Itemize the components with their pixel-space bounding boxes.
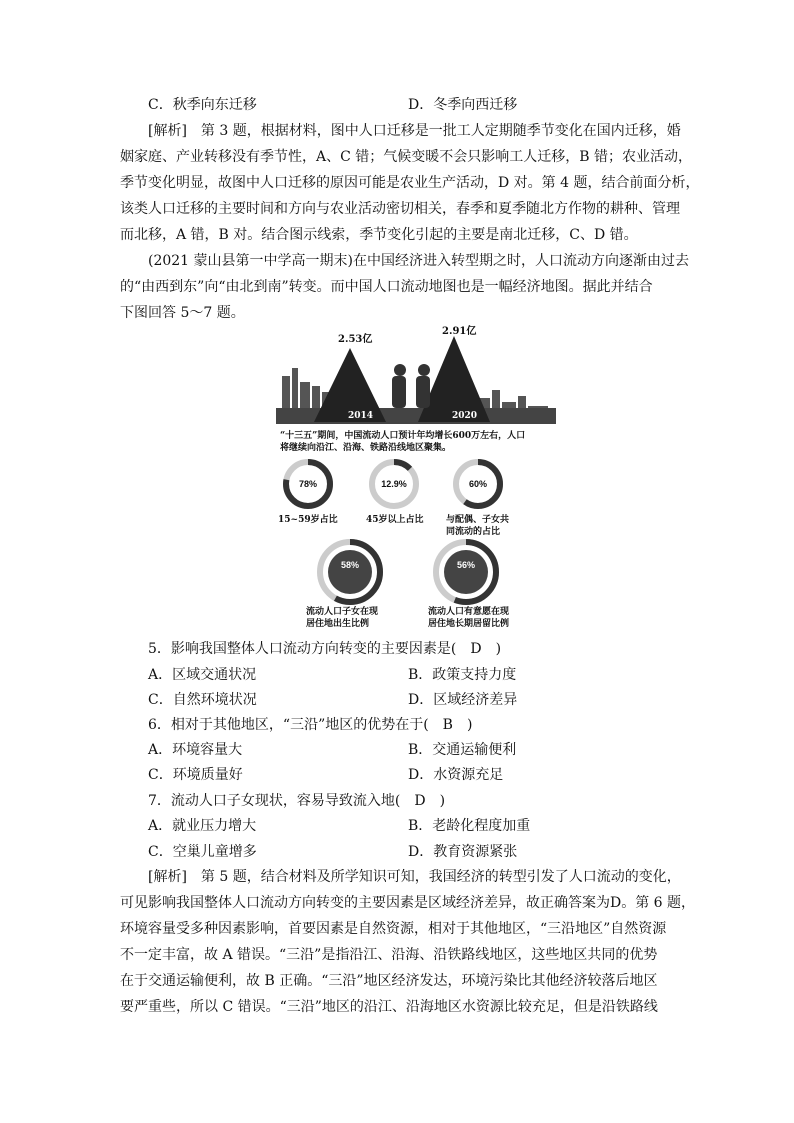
analysis1-line: 该类人口迁移的主要时间和方向与农业活动密切相关，春季和夏季随北方作物的耕种、管理 [120, 201, 680, 217]
analysis2-line: 要严重些，所以 C 错误。“三沿”地区的沿江、沿海地区水资源比较充足，但是沿铁路线 [120, 999, 658, 1015]
skyline-figure [276, 326, 556, 426]
year-2014: 2014 [348, 411, 374, 421]
ring-label: 45岁以上占比 [366, 515, 424, 525]
ring-label: 与配偶、子女共 [446, 515, 510, 525]
analysis2-line: 不一定丰富，故 A 错误。“三沿”是指沿江、沿海、沿铁路线地区，这些地区共同的优势 [120, 947, 658, 963]
ring-inner [444, 550, 488, 594]
ring-label: 居住地出生比例 [306, 619, 370, 629]
intro-line: 下图回答 5～7 题。 [120, 305, 245, 321]
ring-label: 居住地长期居留比例 [428, 619, 510, 629]
population-infographic [276, 326, 556, 636]
caption-line-2: 将继续向沿江、沿海、铁路沿线地区聚集。 [280, 443, 452, 453]
analysis1-line: 而北移，A 错，B 对。结合图示线索，季节变化引起的主要是南北迁移，C、D 错。 [120, 227, 638, 243]
analysis2-line: [解析] 第 5 题，结合材料及所学知识可知，我国经济的转型引发了人口流动的变化， [148, 869, 681, 885]
ring-chart [456, 462, 500, 506]
caption-line-1: “十三五”期间，中国流动人口预计年均增长600万左右，人口 [280, 431, 526, 441]
analysis2-line: 可见影响我国整体人口流动方向转变的主要因素是区域经济差异，故正确答案为D。第 6 题， [120, 895, 696, 911]
analysis2-line: 环境容量受多种因素影响，首要因素是自然资源，相对于其他地区，“三沿地区”自然资源 [120, 921, 667, 937]
option: C．空巢儿童增多 [148, 844, 257, 860]
option: D．水资源充足 [408, 767, 504, 783]
option-c-top: C．秋季向东迁移 [148, 97, 257, 113]
intro-line: (2021 蒙山县第一中学高一期末)在中国经济进入转型期之时，人口流动方向逐渐由过去 [148, 253, 690, 269]
question-stem: 5．影响我国整体人口流动方向转变的主要因素是( D ) [148, 641, 502, 657]
ring-value: 58% [340, 560, 360, 570]
ring-label: 15~59岁占比 [278, 515, 338, 525]
option: D．区域经济差异 [408, 692, 518, 708]
ring-value: 60% [468, 479, 488, 489]
ring-chart [286, 462, 330, 506]
ring-label: 同流动的占比 [446, 527, 501, 537]
option: B．政策支持力度 [408, 667, 517, 683]
question-stem: 6．相对于其他地区，“三沿”地区的优势在于( B ) [148, 717, 473, 733]
ring-label: 流动人口有意愿在现 [428, 607, 510, 617]
ring-chart [372, 462, 416, 506]
analysis1-line: 姻家庭、产业转移没有季节性，A、C 错；气候变暖不会只影响工人迁移，B 错；农业活动， [120, 149, 693, 165]
option: B．老龄化程度加重 [408, 818, 531, 834]
ring-value: 56% [456, 560, 476, 570]
ring-inner [328, 550, 372, 594]
question-stem: 7．流动人口子女现状，容易导致流入地( D ) [148, 793, 446, 809]
peak-label-2014: 2.53亿 [338, 334, 373, 345]
option: A．区域交通状况 [148, 667, 257, 683]
option: D．教育资源紧张 [408, 844, 518, 860]
option: C．环境质量好 [148, 767, 243, 783]
peak-label-2020: 2.91亿 [442, 326, 477, 337]
analysis1-line: [解析] 第 3 题，根据材料，图中人口迁移是一批工人定期随季节变化在国内迁移，婚 [148, 123, 681, 139]
option: B．交通运输便利 [408, 742, 517, 758]
ring-label: 流动人口子女在现 [306, 607, 379, 617]
intro-line: 的“由西到东”向“由北到南”转变。而中国人口流动地图也是一幅经济地图。据此并结合 [120, 279, 653, 295]
year-2020: 2020 [452, 411, 478, 421]
ring-chart [436, 542, 496, 602]
option: C．自然环境状况 [148, 692, 257, 708]
ring-value: 12.9% [381, 479, 407, 489]
option-d-top: D．冬季向西迁移 [408, 97, 518, 113]
ring-value: 78% [298, 479, 318, 489]
analysis2-line: 在于交通运输便利，故 B 正确。“三沿”地区经济发达，环境污染比其他经济较落后地区 [120, 973, 658, 989]
option: A．环境容量大 [148, 742, 243, 758]
ring-chart [320, 542, 380, 602]
analysis1-line: 季节变化明显，故图中人口迁移的原因可能是农业生产活动，D 对。第 4 题，结合前面分析， [120, 175, 700, 191]
option: A．就业压力增大 [148, 818, 257, 834]
